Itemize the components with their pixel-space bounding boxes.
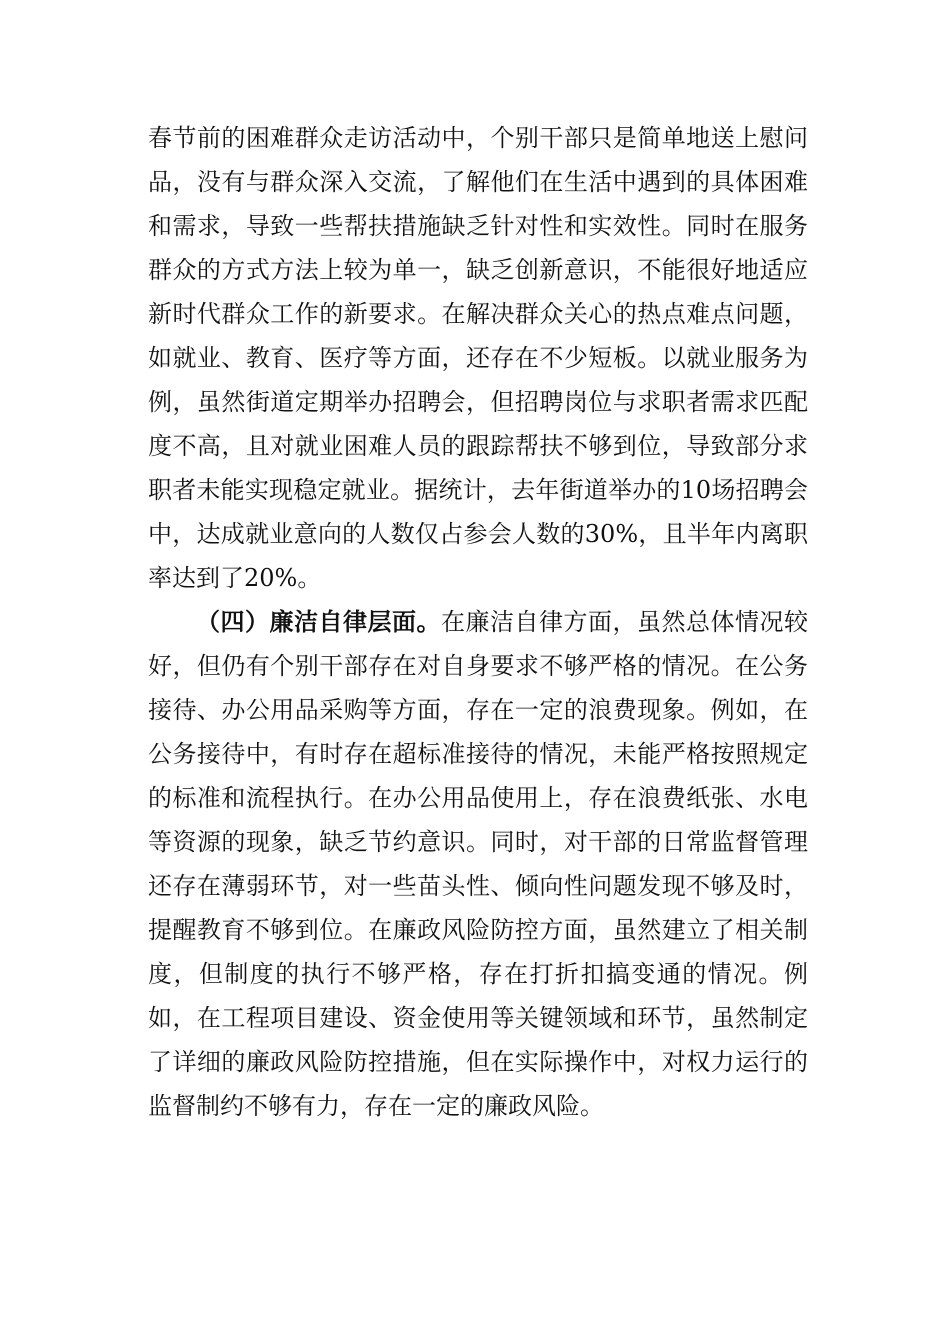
document-body (148, 116, 808, 1128)
paragraph-continued: 春节前的困难群众走访活动中，个别干部只是简单地送上慰问品，没有与群众深入交流，了解他们在生活中遇到的具体困难和需求，导致一些帮扶措施缺乏针对性和实效性。同时在服务群众的方式方法上较为单一，缺乏创新意识，不能很好地适应新时代群众工作的新要求。在解决群众关心的热点难点问题，如就业、教育、医疗等方面，还存在不少短板。以就业服务为例，虽然街道定期举办招聘会，但招聘岗位与求职者需求匹配度不高，且对就业困难人员的跟踪帮扶不够到位，导致部分求职者未能实现稳定就业。据统计，去年街道举办的10场招聘会中，达成就业意向的人数仅占参会人数的30%，且半年内离职率达到了20%。 (148, 124, 808, 592)
paragraph-section-four (148, 600, 808, 1128)
section-four-body: 在廉洁自律方面，虽然总体情况较好，但仍有个别干部存在对自身要求不够严格的情况。在公务接待、办公用品采购等方面，存在一定的浪费现象。例如，在公务接待中，有时存在超标准接待的情况，未能严格按照规定的标准和流程执行。在办公用品使用上，存在浪费纸张、水电等资源的现象，缺乏节约意识。同时，对干部的日常监督管理还存在薄弱环节，对一些苗头性、倾向性问题发现不够及时，提醒教育不够到位。在廉政风险防控方面，虽然建立了相关制度，但制度的执行不够严格，存在打折扣搞变通的情况。例如，在工程项目建设、资金使用等关键领域和环节，虽然制定了详细的廉政风险防控措施，但在实际操作中，对权力运行的监督制约不够有力，存在一定的廉政风险。 (148, 608, 808, 1120)
section-four-heading: （四）廉洁自律层面。 (196, 607, 441, 636)
